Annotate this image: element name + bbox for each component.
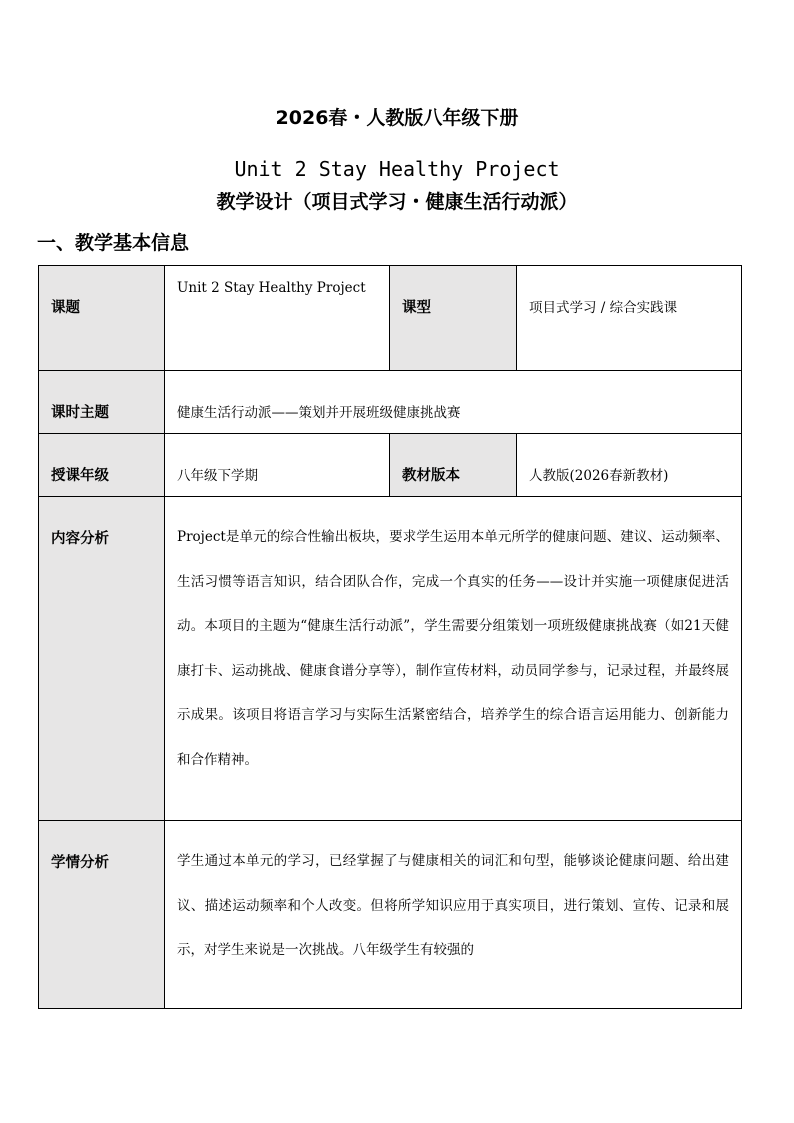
value-cell-theme <box>165 371 742 434</box>
label-cell-lesson-type <box>390 266 517 371</box>
table-row-grade <box>39 434 742 497</box>
label-cell-textbook <box>390 434 517 497</box>
document-title-unit: Unit 2 Stay Healthy Project <box>234 157 560 181</box>
label-cell-grade <box>39 434 165 497</box>
document-title-grade: 2026春・人教版八年级下册 <box>275 107 519 129</box>
value-cell-textbook <box>517 434 742 497</box>
value-grade: 八年级下学期 <box>177 468 258 484</box>
label-cell-topic <box>39 266 165 371</box>
value-topic: Unit 2 Stay Healthy Project <box>177 280 366 296</box>
value-textbook: 人教版(2026春新教材) <box>529 468 669 484</box>
table-row-theme <box>39 371 742 434</box>
section-heading-basic-info: 一、教学基本信息 <box>37 232 190 254</box>
value-lesson-type: 项目式学习 / 综合实践课 <box>529 300 678 316</box>
value-cell-topic <box>165 266 390 371</box>
label-grade: 授课年级 <box>51 468 109 484</box>
table-row-learner-analysis <box>39 821 742 1009</box>
value-cell-learner-analysis <box>165 821 742 1009</box>
label-learner-analysis: 学情分析 <box>51 855 109 871</box>
value-cell-grade <box>165 434 390 497</box>
label-topic: 课题 <box>51 300 80 316</box>
label-content-analysis: 内容分析 <box>51 531 109 547</box>
value-theme: 健康生活行动派——策划并开展班级健康挑战赛 <box>177 405 461 421</box>
label-cell-theme <box>39 371 165 434</box>
label-cell-content-analysis <box>39 497 165 821</box>
value-cell-content-analysis <box>165 497 742 821</box>
label-textbook: 教材版本 <box>402 468 460 484</box>
label-cell-learner-analysis <box>39 821 165 1009</box>
value-cell-lesson-type <box>517 266 742 371</box>
label-theme: 课时主题 <box>51 405 109 421</box>
table-row-topic <box>39 266 742 371</box>
content-analysis-paragraph: Project是单元的综合性输出板块，要求学生运用本单元所学的健康问题、建议、运动频率、生活习惯等语言知识，结合团队合作，完成一个真实的任务——设计并实施一项健康促进活动。本项目的主题为“健康生活行动派”，学生需要分组策划一项班级健康挑战赛（如21天健康打卡、运动挑战、健康食谱分享等），制作宣传材料，动员同学参与，记录过程，并最终展示成果。该项目将语言学习与实际生活紧密结合，培养学生的综合语言运用能力、创新能力和合作精神。 <box>177 529 729 768</box>
document-title-design: 教学设计（项目式学习・健康生活行动派） <box>216 191 578 213</box>
table-row-content-analysis <box>39 497 742 821</box>
label-lesson-type: 课型 <box>402 300 431 316</box>
basic-info-table <box>38 265 742 1009</box>
learner-analysis-paragraph: 学生通过本单元的学习，已经掌握了与健康相关的词汇和句型，能够谈论健康问题、给出建议、描述运动频率和个人改变。但将所学知识应用于真实项目，进行策划、宣传、记录和展示，对学生来说是一次挑战。八年级学生有较强的 <box>177 853 729 959</box>
